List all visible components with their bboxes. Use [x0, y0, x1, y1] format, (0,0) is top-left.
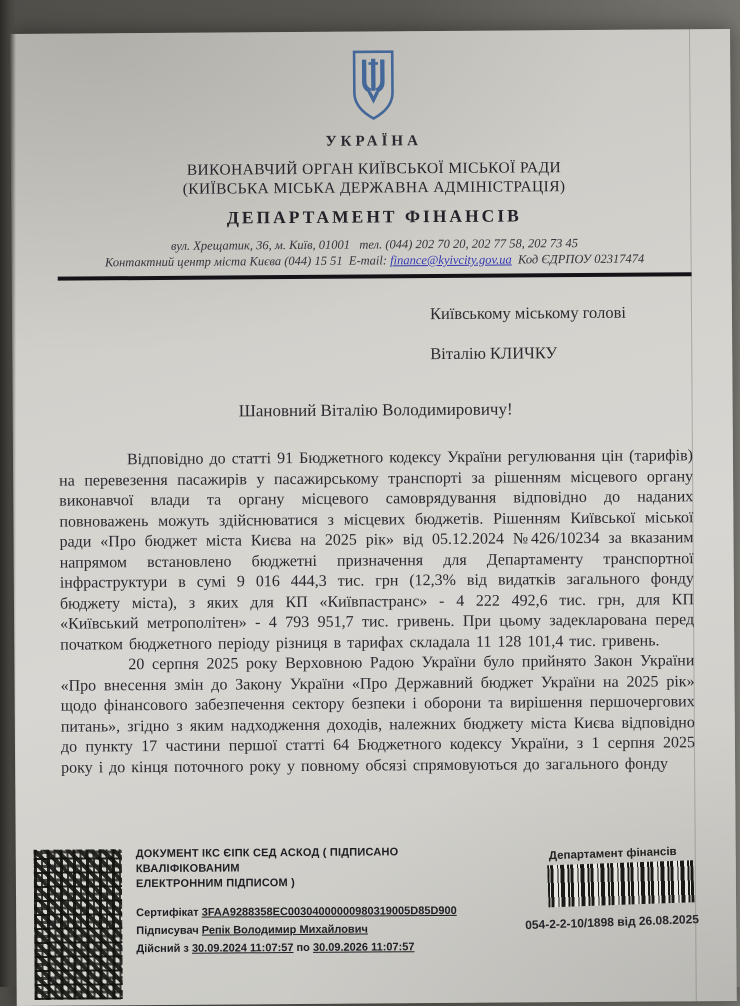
- certificate-label: Сертифікат: [136, 906, 202, 920]
- validity-label: Дійсний з: [136, 942, 192, 956]
- country-title: УКРАЇНА: [325, 133, 422, 150]
- document-page: [10, 29, 737, 1006]
- barcode: [547, 860, 694, 907]
- addressee-title: Київському міському голові: [429, 302, 626, 324]
- body-paragraph-2: 20 серпня 2025 року Верховною Радою України було прийнято Закон України «Про внесення змін до Закону України «Про Державний бюджет України на 2025 рік» щодо фінансового забезпечення сектору безпеки і оборони та вирішення першочергових питань», згідно з яким надходження доходів, належних бюджету міста Києва відповідно до пункту 17 частини першої статті 64 Бюджетного кодексу України, з 1 серпня 2025 року і до кінця поточного року у повному обсязі спрямовуються до загального фонду: [60, 652, 696, 777]
- signer-label: Підписувач: [136, 924, 202, 938]
- signature-system-line: [136, 845, 488, 892]
- address-line: вул. Хрещатик, 36, м. Київ, 01001 тел. (044) 202 70 20, 202 77 58, 202 73 45: [170, 236, 579, 253]
- org-name-line2: (КИЇВСЬКА МІСЬКА ДЕРЖАВНА АДМІНІСТРАЦІЯ): [182, 178, 566, 198]
- org-name-line1: ВИКОНАВЧИЙ ОРГАН КИЇВСЬКОЇ МІСЬКОЇ РАДИ: [186, 159, 562, 179]
- department-title: ДЕПАРТАМЕНТ ФІНАНСІВ: [226, 205, 522, 228]
- body-paragraph-1: Відповідно до статті 91 Бюджетного кодексу України регулювання цін (тарифів) на перевезення пасажирів у пасажирському транспорті за рішенням місцевого органу виконавчої влади та органу місцевого самоврядування відповідно до наданих повноважень можуть здійснюватися з місцевих бюджетів. Рішенням Київської міської ради «Про бюджет міста Києва на 2025 рік» від 05.12.2024 №426/10234 за вказаним напрямом встановлено бюджетні призначення для Департаменту транспортної інфраструктури в сумі 9 016 444,3 тис. грн (12,3% від видатків загального фонду бюджету міста), з яких для КП «Київпастранс» - 4 222 492,6 тис. грн, для КП «Київський метрополітен» - 4 793 951,7 тис. гривень. При цьому задекларована перед початком бюджетного періоду різниця в тарифах складала 11 128 101,4 тис. гривень.: [59, 447, 695, 654]
- valid-from-date: 30.09.2024 11:07:57: [191, 942, 294, 955]
- digital-signature-block: [136, 839, 489, 956]
- qr-code: [34, 849, 123, 1000]
- valid-to-date: 30.09.2026 11:07:57: [312, 941, 415, 954]
- signature-system-line2: ЕЛЕКТРОННИМ ПІДПИСОМ ): [135, 877, 295, 891]
- signature-footer: [34, 837, 721, 1000]
- contact-prefix: Контактний центр міста Києва (044) 15 51 E-mail:: [104, 253, 391, 270]
- contact-line: [58, 250, 692, 270]
- contact-suffix: Код ЄДРПОУ 02317474: [511, 251, 645, 267]
- letterhead: [56, 45, 692, 280]
- addressee-name: Віталію КЛИЧКУ: [430, 343, 558, 364]
- registration-number: 054-2-2-10/1898 від 26.08.2025: [524, 912, 700, 933]
- salutation: Шановний Віталію Володимировичу!: [238, 399, 513, 421]
- email-link[interactable]: finance@kyivcity.gov.ua: [390, 252, 512, 268]
- certificate-line: [136, 904, 488, 920]
- signature-system-line1: ДОКУМЕНТ ІКС ЄІПК СЕД АСКОД ( ПІДПИСАНО КВАЛІФІКОВАНИМ: [135, 846, 399, 876]
- addressee-block: [430, 302, 692, 364]
- certificate-value: 3FAA9288358EC00304000000980319005D85D900: [201, 904, 457, 919]
- stamp-department-name: Департамент фінансів: [548, 845, 677, 863]
- ukraine-trident-emblem: [347, 47, 400, 125]
- validity-line: [136, 940, 488, 956]
- photo-dark-edge: [0, 0, 16, 987]
- letterhead-divider-rule: [58, 272, 692, 280]
- signer-value: Репік Володимир Михайлович: [201, 923, 368, 937]
- signer-line: [136, 922, 488, 938]
- registration-stamp: [523, 844, 722, 932]
- validity-mid: по: [293, 941, 313, 955]
